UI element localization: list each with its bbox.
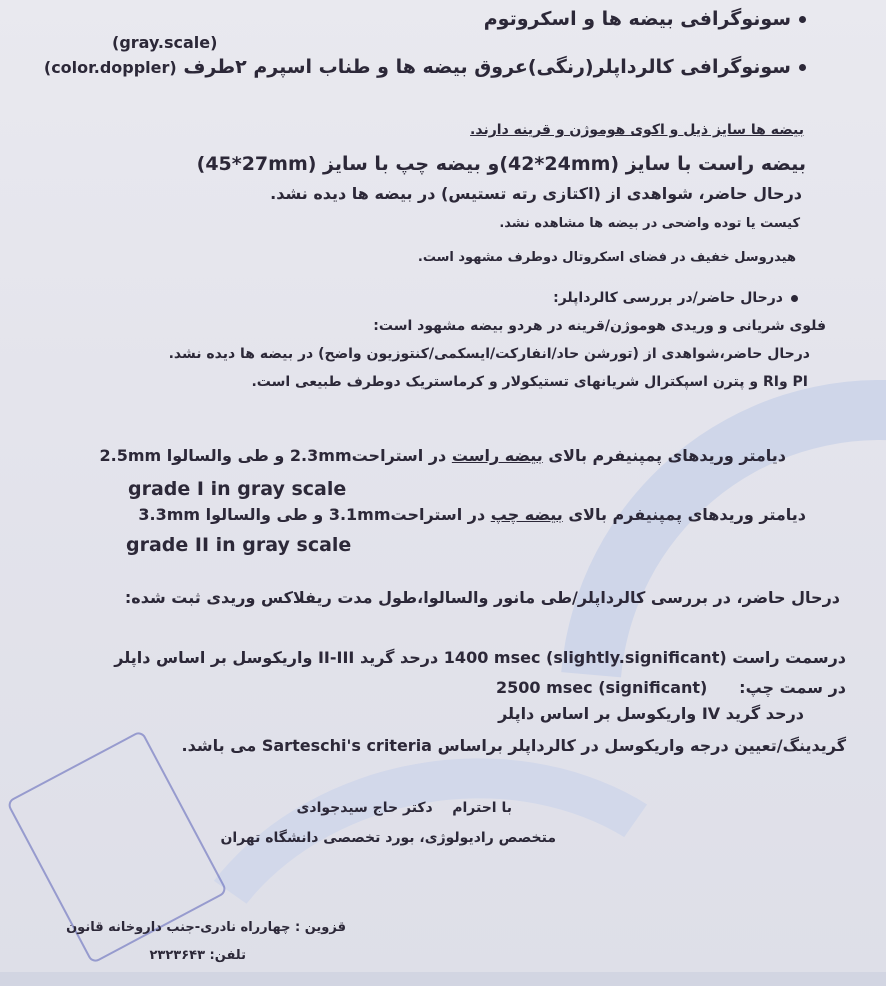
right-grade: grade I in gray scale <box>128 478 347 500</box>
bullet-icon <box>799 16 806 23</box>
doppler-heading: درحال حاضر/در بررسی کالرداپلر: <box>553 290 798 306</box>
right-vein-diameter: دیامتر وریدهای پمپنیفرم بالای بیضه راست در استراحت2.3mm و طی والسالوا 2.5mm <box>99 446 786 465</box>
bullet-icon <box>799 64 806 71</box>
doppler-flow: فلوی شریانی و وریدی هوموژن/قرینه در هردو بیضه مشهود است: <box>373 318 826 334</box>
bullet-icon <box>791 295 798 302</box>
left-vein-diameter: دیامتر وریدهای پمپنیفرم بالای بیضه چپ در استراحت3.1mm و طی والسالوا 3.3mm <box>138 505 806 524</box>
finding-cyst: کیست یا توده واضحی در بیضه ها مشاهده نشد. <box>499 216 800 231</box>
header-line-2: سونوگرافی کالرداپلر(رنگی)عروق بیضه ها و طناب اسپرم ۲طرف (color.doppler) <box>44 56 806 78</box>
footer-phone: تلفن: ۲۳۲۳۶۴۳ <box>149 948 246 963</box>
doppler-torsion: درحال حاضر،شواهدی از (تورشن حاد/انفارکت/ایسکمی/کنتوزیون واضح) در بیضه ها دیده نشد. <box>168 346 810 362</box>
reflux-left-grade: درحد گرید IV واریکوسل بر اساس داپلر <box>498 704 804 723</box>
finding-hydrocele: هیدروسل خفیف در فضای اسکروتال دوطرف مشهود است. <box>417 250 796 265</box>
finding-size: بیضه ها سایز ذیل و اکوی هوموژن و قرینه دارند. <box>470 122 804 138</box>
finding-dimensions: بیضه راست با سایز (42*24mm)و بیضه چپ با سایز (45*27mm) <box>196 153 806 175</box>
doppler-spectral: PI وRI و پترن اسپکترال شریانهای تستیکولار و کرماستریک دوطرف طبیعی است. <box>251 374 808 390</box>
reflux-left-label: در سمت چپ: <box>739 678 846 697</box>
reflux-left-value: 2500 msec (significant) <box>496 678 708 697</box>
header-line-1: سونوگرافی بیضه ها و اسکروتوم <box>484 8 806 30</box>
finding-rete-testis: درحال حاضر، شواهدی از (اکتازی رته تستیس) در بیضه ها دیده نشد. <box>270 184 802 203</box>
grading-criteria: گریدینگ/تعیین درجه واریکوسل در کالرداپلر براساس Sarteschi's criteria می باشد. <box>181 736 846 755</box>
header-line-1-en: (gray.scale) <box>112 33 218 52</box>
left-grade: grade II in gray scale <box>126 534 352 556</box>
reflux-right: درسمت راست 1400 msec (slightly.significant) درحد گرید II-III واریکوسل بر اساس داپلر <box>114 648 846 667</box>
signature-title: متخصص رادیولوژی، بورد تخصصی دانشگاه تهران <box>220 830 556 846</box>
reflux-heading: درحال حاضر، در بررسی کالرداپلر/طی مانور والسالوا،طول مدت ریفلاکس وریدی ثبت شده: <box>124 588 840 607</box>
footer-bar <box>0 972 886 986</box>
signature-line: با احترام دکتر حاج سیدجوادی <box>296 800 512 816</box>
footer-address: قزوین : چهارراه نادری-جنب داروخانه قانون <box>66 920 346 935</box>
